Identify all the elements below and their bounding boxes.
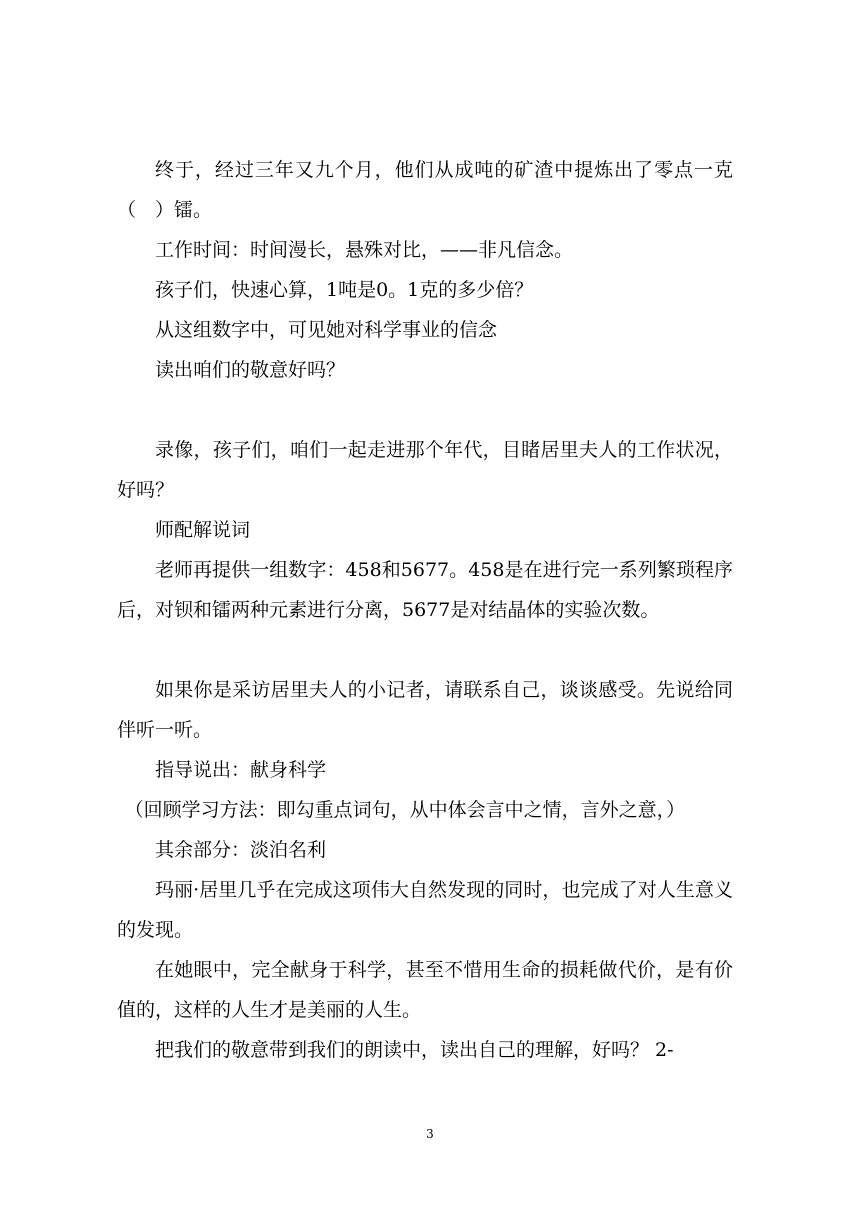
blank-line <box>117 390 733 430</box>
paragraph-narration: 师配解说词 <box>155 519 251 541</box>
paragraph-review-method: （回顾学习方法：即勾重点词句，从中体会言中之情，言外之意，） <box>124 799 686 821</box>
paragraph-mental-math: 孩子们，快速心算，1吨是0。1克的多少倍？ <box>155 279 534 301</box>
paragraph-value: 在她眼中，完全献身于科学，甚至不惜用生命的损耗做代价，是有价值的，这样的人生才是美丽的人生。 <box>117 959 733 1021</box>
paragraph-numbers: 老师再提供一组数字：458和5677。458是在进行完一系列繁琐程序后，对钡和镭两种元素进行分离，5677是对结晶体的实验次数。 <box>117 559 733 621</box>
paragraph-remaining: 其余部分：淡泊名利 <box>155 839 327 861</box>
paragraph-video: 录像，孩子们，咱们一起走进那个年代，目睹居里夫人的工作状况，好吗？ <box>117 439 733 501</box>
paragraph-belief: 从这组数字中，可见她对科学事业的信念 <box>155 319 498 341</box>
paragraph-radium-extraction: 终于，经过三年又九个月，他们从成吨的矿渣中提炼出了零点一克（ ）镭。 <box>117 159 733 221</box>
paragraph-work-time: 工作时间：时间漫长，悬殊对比，——非凡信念。 <box>155 239 574 261</box>
blank-line <box>117 630 733 670</box>
paragraph-discovery: 玛丽·居里几乎在完成这项伟大自然发现的同时，也完成了对人生意义的发现。 <box>117 879 733 941</box>
page-number: 3 <box>426 1127 434 1141</box>
paragraph-read-respect: 读出咱们的敬意好吗？ <box>155 359 346 381</box>
paragraph-reading: 把我们的敬意带到我们的朗读中，读出自己的理解，好吗？ 2- <box>155 1039 674 1061</box>
document-body <box>117 150 733 1070</box>
paragraph-reporter: 如果你是采访居里夫人的小记者，请联系自己，谈谈感受。先说给同伴听一听。 <box>117 679 733 741</box>
paragraph-dedication: 指导说出：献身科学 <box>155 759 327 781</box>
